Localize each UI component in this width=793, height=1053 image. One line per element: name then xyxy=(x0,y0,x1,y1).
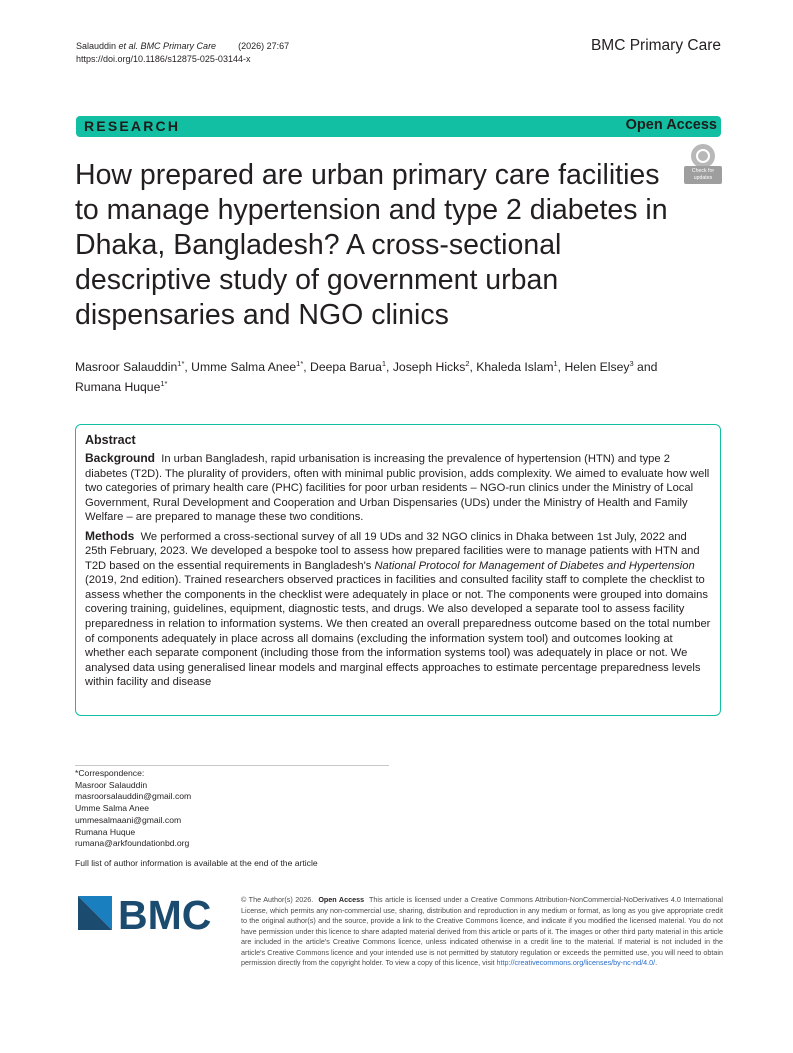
correspondent-email[interactable]: ummesalmaani@gmail.com xyxy=(75,814,182,825)
author: Masroor Salauddin$^{1*}$ xyxy=(75,358,185,374)
license-text: This article is licensed under a Creative Commons Attribution-NonCommercial-NoDerivatives 4.0 International License, which permits any non-commercial use, sharing, distribution and reproduction in any medium or format, as long as you give appropriate credit to the original author(s) and the source, provide a link to the Creative Commons licence, and indicate if you modified the licensed material. You do not have permission under this licence to share adapted material derived from this article or parts of it. The images or other third party material in this article are included in the article's Creative Commons licence, unless indicated otherwise in a credit line to the material. If material is not included in the article's Creative Commons licence and your intended use is not permitted by statutory regulation or exceeds the permitted use, you will need to obtain permission directly from the copyright holder. To view a copy of this licence, visit xyxy=(241,895,724,967)
methods-text-cont: (2019, 2nd edition). Trained researchers observed practices in facilities and consulted facility staff to complete the checklist to assess whether the components in the checklist were adequately in place or not. The components were grouped into domains covering training, guidelines, equipment, diagnostic tests, and drugs. We also developed a separate tool to assess facility preparedness in relation to information systems. We then created an overall preparedness outcome based on the total number of components adequately in place across all domains (excluding the information system tool) and outcomes looking at whether each separate component (including those from the information systems tool) was adequately in place or not. We analysed data using generalised linear models and marginal effects approaches to estimate percentage preparedness levels within facility and disease xyxy=(85,574,711,689)
author-list: Masroor Salauddin$^{1*}$, Umme Salma Anee$^{1*}$, Deepa Barua$^1$, Joseph Hicks$^2$, Khaleda Islam$^1$, Helen Elsey$^3$ and Rumana Huque$^{1*}$ xyxy=(75,358,658,394)
methods-protocol-title: National Protocol for Management of Diabetes and Hypertension xyxy=(374,559,695,572)
bmc-logo xyxy=(78,896,222,932)
correspondent-name: Masroor Salauddin xyxy=(75,779,148,790)
doi-link[interactable]: https://doi.org/10.1186/s12875-025-03144-x xyxy=(76,53,251,64)
abstract-heading: Abstract xyxy=(85,433,136,447)
open-access-label: Open Access xyxy=(625,117,717,133)
article-type-band xyxy=(76,116,721,137)
footnote-divider xyxy=(75,765,389,766)
abstract-background xyxy=(85,451,711,525)
license-end: . xyxy=(655,958,658,967)
check-updates-icon xyxy=(691,144,715,168)
citation-authors: Salauddin xyxy=(76,41,117,51)
citation xyxy=(76,40,289,53)
methods-label: Methods xyxy=(85,528,135,543)
article-title: How prepared are urban primary care facilities to manage hypertension and type 2 diabetes in Dhaka, Bangladesh? A cross-sectional descriptive study of government urban dispensaries and NGO clinics xyxy=(75,159,668,331)
correspondent-name: Rumana Huque xyxy=(75,826,136,837)
article-type-label: RESEARCH xyxy=(84,118,181,134)
license-statement xyxy=(241,895,723,969)
license-copyright: © The Author(s) 2026. xyxy=(241,895,314,904)
correspondent-name: Umme Salma Anee xyxy=(75,803,150,814)
check-updates-line2: updates xyxy=(693,174,713,181)
authors-and: and xyxy=(633,360,658,374)
citation-volume: (2026) 27:67 xyxy=(238,41,290,51)
license-open-access: Open Access xyxy=(318,895,365,904)
bmc-logo-text: BMC xyxy=(118,896,212,932)
correspondence-label: *Correspondence: xyxy=(75,768,145,778)
journal-name: BMC Primary Care xyxy=(590,37,721,54)
author: Joseph Hicks$^2$ xyxy=(392,358,470,374)
correspondence-block xyxy=(75,768,191,850)
author: Helen Elsey$^3$ xyxy=(564,358,634,374)
citation-journal: et al. BMC Primary Care xyxy=(116,41,217,51)
check-updates-caption xyxy=(684,166,722,184)
background-label: Background xyxy=(85,451,156,465)
author-info-note: Full list of author information is available at the end of the article xyxy=(75,858,318,868)
correspondent-email[interactable]: masroorsalauddin@gmail.com xyxy=(75,791,192,802)
check-for-updates-badge[interactable] xyxy=(684,143,722,185)
author: Khaleda Islam$^1$ xyxy=(476,358,558,374)
methods-text: We performed a cross-sectional survey of all 19 UDs and 32 NGO clinics in Dhaka between 1st July, 2022 and 25th February, 2023. We developed a bespoke tool to assess how prepared facilities were to manage patients with HTN and T2D based on the essential requirements in Bangladesh's xyxy=(85,530,700,572)
abstract-box xyxy=(75,424,721,716)
license-link[interactable]: http://creativecommons.org/licenses/by-nc-nd/4.0/ xyxy=(496,958,656,967)
author: Deepa Barua$^1$ xyxy=(310,358,387,374)
check-updates-line1: Check for xyxy=(691,168,715,174)
background-text: In urban Bangladesh, rapid urbanisation is increasing the prevalence of hypertension (HTN) and type 2 diabetes (T2D). The plurality of providers, often with minimal public provision, adds complexity. We aimed to evaluate how well two categories of primary health care (PHC) facilities for poor urban residents – NGO-run clinics under the Ministry of Local Government, Rural Development and Cooperation and Urban Dispensaries (UDs) under the Ministry of Health and Family Welfare – are prepared to manage these two conditions. xyxy=(85,453,710,524)
correspondent-email[interactable]: rumana@arkfoundationbd.org xyxy=(75,838,190,849)
author: Umme Salma Anee$^{1*}$ xyxy=(191,358,304,374)
author: Rumana Huque$^{1*}$ xyxy=(75,378,168,394)
abstract-methods xyxy=(85,529,711,690)
running-header xyxy=(76,40,289,65)
